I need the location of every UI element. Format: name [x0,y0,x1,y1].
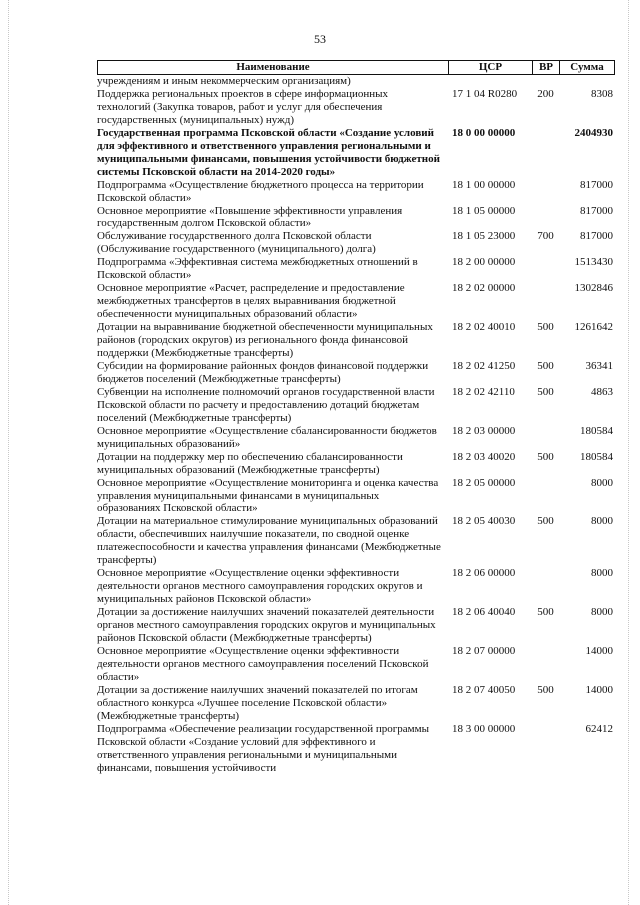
row-name: Основное мероприятие «Повышение эффективности управления государственным долгом Псковской области» [97,204,403,230]
row-sum: 817000 [580,178,613,191]
row-csr: 18 2 02 00000 [452,282,516,295]
header-name: Наименование [98,61,449,74]
row-csr: 18 2 06 40040 [452,606,516,619]
row-name: Основное мероприятие «Осуществление сбалансированности бюджетов муниципальных образований» [97,424,437,450]
table-row [97,179,615,205]
row-csr: 18 2 02 41250 [452,359,516,372]
row-vr: 200 [537,87,554,100]
row-name: учреждениям и иным некоммерческим организациям) [97,75,351,87]
table-header [97,60,615,75]
row-vr: 500 [537,450,554,463]
row-name: Основное мероприятие «Осуществление оценки эффективности деятельности органов местного самоуправления городских округов и муниципальных районов Псковской области» [97,567,423,606]
row-sum: 1302846 [574,282,613,295]
header-vr: ВР [533,61,560,74]
row-name: Дотации на выравнивание бюджетной обеспеченности муниципальных районов (городских округов) из регионального фонда финансовой поддержки (Межбюджетные трансферты) [97,321,433,360]
table-row [97,321,615,360]
page-number: 53 [314,32,326,46]
row-sum: 62412 [585,722,613,735]
row-name: Дотации на поддержку мер по обеспечению сбалансированности муниципальных образований (Межбюджетные трансферты) [97,450,403,476]
table-row [97,684,615,723]
table-row [97,75,615,88]
row-sum: 8308 [591,87,613,100]
row-csr: 18 3 00 00000 [452,722,516,735]
row-name: Дотации за достижение наилучших значений показателей деятельности органов местного самоуправления городских округов и муниципальных районов Псковской области (Межбюджетные трансферты) [97,606,436,644]
row-sum: 8000 [591,606,613,619]
row-csr: 18 2 03 40020 [452,450,516,463]
row-vr: 500 [537,321,554,334]
right-margin-line [628,0,630,905]
row-name: Основное мероприятие «Расчет, распределение и предоставление межбюджетных трансфертов в целях выравнивания бюджетной обеспеченности муниципальных образований области» [97,282,405,321]
row-name: Дотации за достижение наилучших значений показателей по итогам областного конкурса «Лучшее поселение Псковской области» (Межбюджетные трансферты) [97,683,418,722]
left-margin-line [8,0,10,905]
row-name: Государственная программа Псковской области «Создание условий для эффективного и ответственного управления региональными и муниципальными финансами, повышения устойчивости бюджетной системы Псковской области на 2014-2020 годы» [97,126,440,178]
row-sum: 8000 [591,476,613,489]
table-row [97,606,615,645]
row-vr: 500 [537,385,554,398]
row-sum: 14000 [585,644,613,657]
row-csr: 18 2 05 40030 [452,515,516,528]
row-sum: 1513430 [574,256,613,269]
row-sum: 817000 [580,230,613,243]
row-vr: 500 [537,515,554,528]
row-vr: 500 [537,359,554,372]
row-sum: 180584 [580,424,613,437]
row-sum: 36341 [585,359,613,372]
row-name: Субсидии на формирование районных фондов финансовой поддержки бюджетов поселений (Межбюджетные трансферты) [97,359,429,385]
table-row [97,230,615,256]
row-name: Подпрограмма «Эффективная система межбюджетных отношений в Псковской области» [97,256,418,282]
row-csr: 18 2 00 00000 [452,256,516,269]
table-row [97,282,615,321]
row-csr: 18 1 05 23000 [452,230,516,243]
row-sum: 2404930 [574,126,613,139]
row-sum: 180584 [580,450,613,463]
row-csr: 18 2 05 00000 [452,476,516,489]
row-name: Подпрограмма «Осуществление бюджетного процесса на территории Псковской области» [97,178,424,204]
header-csr: ЦСР [449,61,533,74]
row-csr: 18 2 06 00000 [452,567,516,580]
row-csr: 18 1 05 00000 [452,204,516,217]
row-csr: 18 2 03 00000 [452,424,516,437]
row-sum: 4863 [591,385,613,398]
row-sum: 14000 [585,683,613,696]
budget-table [97,60,615,774]
table-row [97,723,615,775]
row-csr: 18 2 02 42110 [452,385,515,398]
row-vr: 500 [537,606,554,619]
row-name: Обслуживание государственного долга Псковской области (Обслуживание государственного (муниципального) долга) [97,230,376,256]
row-name: Основное мероприятие «Осуществление мониторинга и оценка качества управления муниципальными финансами в муниципальных образованиях Псковской области» [97,476,439,515]
table-row [97,425,615,451]
row-sum: 1261642 [574,321,613,334]
table-row [97,256,615,282]
row-sum: 817000 [580,204,613,217]
table-row [97,567,615,606]
table-row [97,88,615,127]
row-name: Дотации на материальное стимулирование муниципальных образований области, обеспечивших наилучшие показатели, по сводной оценке платежеспособности и качества управления финансами (Межбюджетные трансферты) [97,515,441,567]
row-csr: 18 2 07 40050 [452,683,516,696]
row-csr: 18 2 07 00000 [452,644,516,657]
table-row [97,205,615,231]
row-name: Основное мероприятие «Осуществление оценки эффективности деятельности органов местного самоуправления поселений Псковской области» [97,644,429,683]
table-row [97,386,615,425]
table-row [97,451,615,477]
row-name: Субвенции на исполнение полномочий органов государственной власти Псковской области по расчету и предоставлению дотаций бюджетам поселений (Межбюджетные трансферты) [97,385,435,424]
row-vr: 500 [537,683,554,696]
row-sum: 8000 [591,567,613,580]
table-row [97,360,615,386]
row-vr: 700 [537,230,554,243]
row-csr: 17 1 04 R0280 [452,87,518,100]
row-sum: 8000 [591,515,613,528]
row-name: Подпрограмма «Обеспечение реализации государственной программы Псковской области «Создание условий для эффективного и ответственного управления региональными и муниципальными финансами, повышения устойчивости [97,722,429,774]
table-row [97,645,615,684]
table-row [97,477,615,516]
row-csr: 18 0 00 00000 [452,126,516,139]
row-csr: 18 2 02 40010 [452,321,516,334]
header-sum: Сумма [570,61,604,73]
table-body [97,75,615,774]
table-row [97,515,615,567]
row-csr: 18 1 00 00000 [452,178,516,191]
row-name: Поддержка региональных проектов в сфере информационных технологий (Закупка товаров, работ и услуг для обеспечения государственных (муниципальных) нужд) [97,87,389,126]
table-row [97,127,615,179]
